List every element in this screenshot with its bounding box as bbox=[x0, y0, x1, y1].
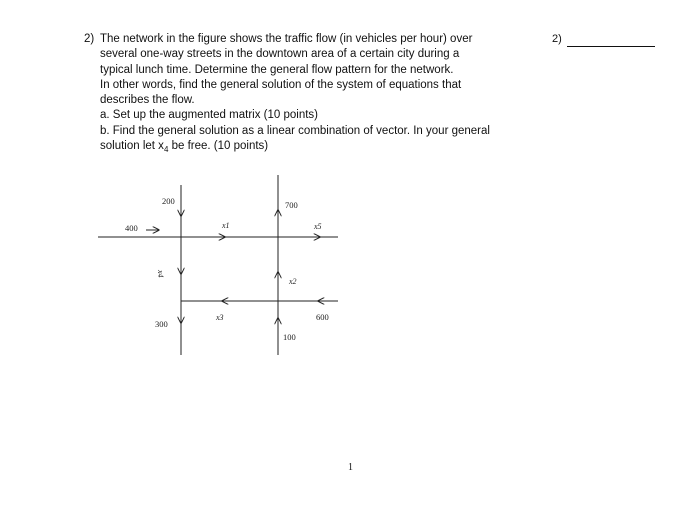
label-200: 200 bbox=[162, 196, 175, 206]
question-line-5: describes the flow. bbox=[100, 94, 195, 107]
problem-number: 2) bbox=[84, 33, 95, 45]
label-x4: x4 bbox=[156, 270, 165, 278]
question-line-1: The network in the figure shows the traffic flow (in vehicles per hour) over bbox=[100, 33, 473, 45]
label-600: 600 bbox=[316, 312, 329, 322]
answer-label: 2) bbox=[552, 33, 562, 45]
label-400: 400 bbox=[125, 223, 138, 233]
question-line-4: In other words, find the general solution of the system of equations that bbox=[100, 78, 462, 91]
part-b-prefix: solution let x bbox=[100, 140, 164, 153]
page-number: 1 bbox=[348, 462, 353, 473]
question-line-2: several one-way streets in the downtown area of a certain city during a bbox=[100, 48, 460, 61]
label-x3: x3 bbox=[216, 313, 224, 322]
x4-subscript: 4 bbox=[163, 145, 169, 155]
part-b-suffix: be free. (10 points) bbox=[168, 140, 269, 153]
label-300: 300 bbox=[155, 319, 168, 329]
label-x5: x5 bbox=[314, 222, 322, 231]
label-x2: x2 bbox=[289, 277, 297, 286]
part-b: b. Find the general solution as a linear combination of vector. In your general bbox=[100, 124, 490, 137]
label-100: 100 bbox=[283, 332, 296, 342]
label-700: 700 bbox=[285, 200, 298, 210]
question-line-3: typical lunch time. Determine the general flow pattern for the network. bbox=[100, 63, 454, 76]
label-x1: x1 bbox=[222, 221, 230, 230]
part-a: a. Set up the augmented matrix (10 points) bbox=[100, 109, 318, 122]
